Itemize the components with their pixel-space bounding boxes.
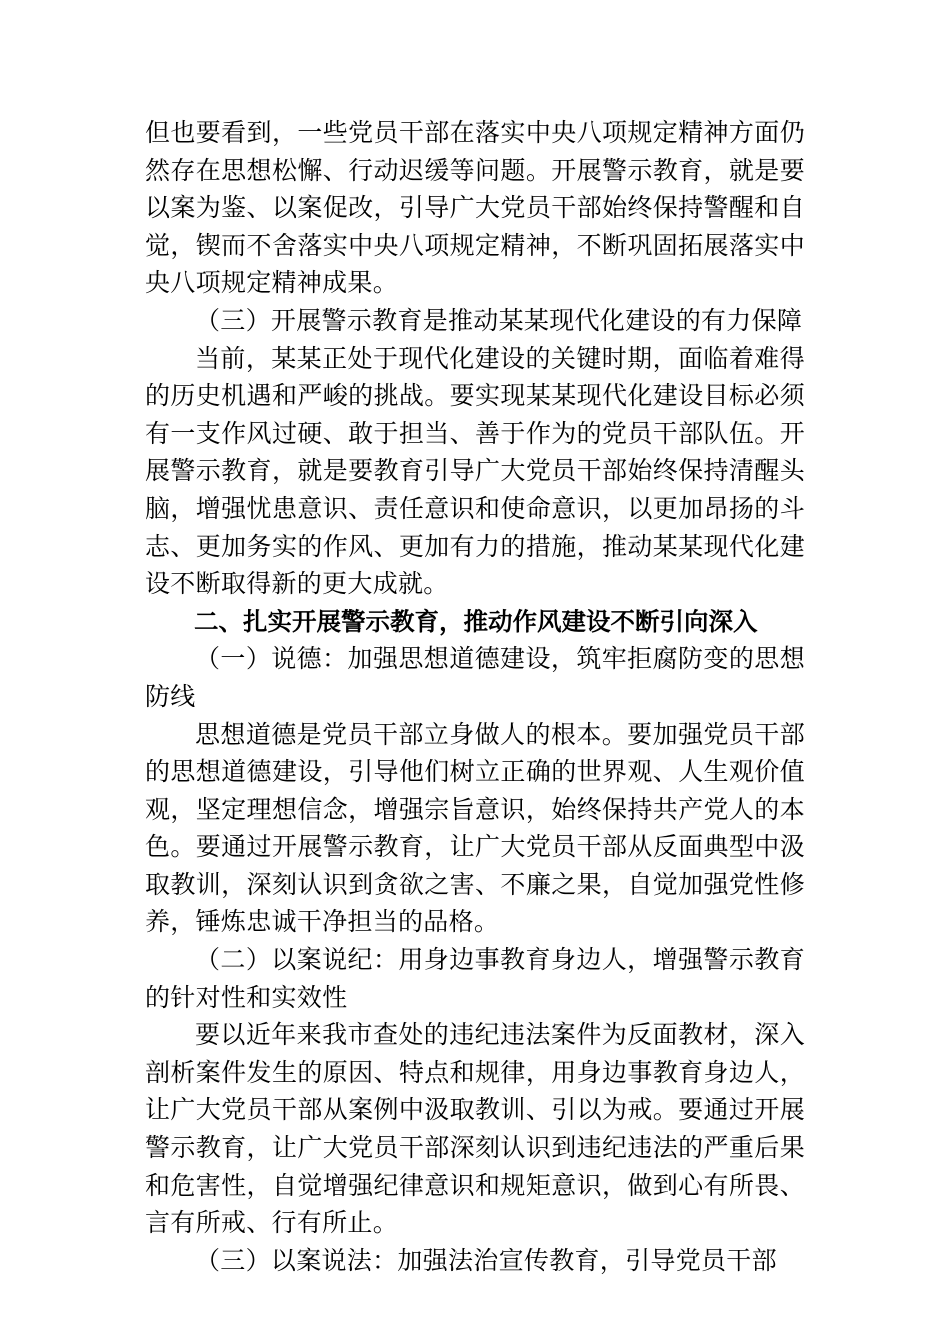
- document-page: [145, 114, 805, 1279]
- body-paragraph: 当前，某某正处于现代化建设的关键时期，面临着难得的历史机遇和严峻的挑战。要实现某某现代化建设目标必须有一支作风过硬、敢于担当、善于作为的党员干部队伍。开展警示教育，就是要教育引导广大党员干部始终保持清醒头脑，增强忧患意识、责任意识和使命意识，以更加昂扬的斗志、更加务实的作风、更加有力的措施，推动某某现代化建设不断取得新的更大成就。: [145, 343, 805, 599]
- subheading-discipline: （二）以案说纪：用身边事教育身边人，增强警示教育的针对性和实效性: [145, 945, 805, 1012]
- subheading-law: （三）以案说法：加强法治宣传教育，引导党员干部: [195, 1245, 777, 1275]
- body-paragraph: 要以近年来我市查处的违纪违法案件为反面教材，深入剖析案件发生的原因、特点和规律，用身边事教育身边人，让广大党员干部从案例中汲取教训、引以为戒。要通过开展警示教育，让广大党员干部深刻认识到违纪违法的严重后果和危害性，自觉增强纪律意识和规矩意识，做到心有所畏、言有所戒、行有所止。: [145, 1020, 805, 1238]
- subheading-guarantee: （三）开展警示教育是推动某某现代化建设的有力保障: [195, 305, 803, 335]
- subheading-morality: （一）说德：加强思想道德建设，筑牢拒腐防变的思想防线: [145, 644, 805, 711]
- section-heading: 二、扎实开展警示教育，推动作风建设不断引向深入: [194, 606, 758, 636]
- body-paragraph: 思想道德是党员干部立身做人的根本。要加强党员干部的思想道德建设，引导他们树立正确的世界观、人生观价值观，坚定理想信念，增强宗旨意识，始终保持共产党人的本色。要通过开展警示教育，让广大党员干部从反面典型中汲取教训，深刻认识到贪欲之害、不廉之果，自觉加强党性修养，锤炼忠诚干净担当的品格。: [145, 719, 805, 937]
- body-paragraph-continued: 但也要看到，一些党员干部在落实中央八项规定精神方面仍然存在思想松懈、行动迟缓等问题。开展警示教育，就是要以案为鉴、以案促改，引导广大党员干部始终保持警醒和自觉，锲而不舍落实中央八项规定精神，不断巩固拓展落实中央八项规定精神成果。: [145, 118, 805, 298]
